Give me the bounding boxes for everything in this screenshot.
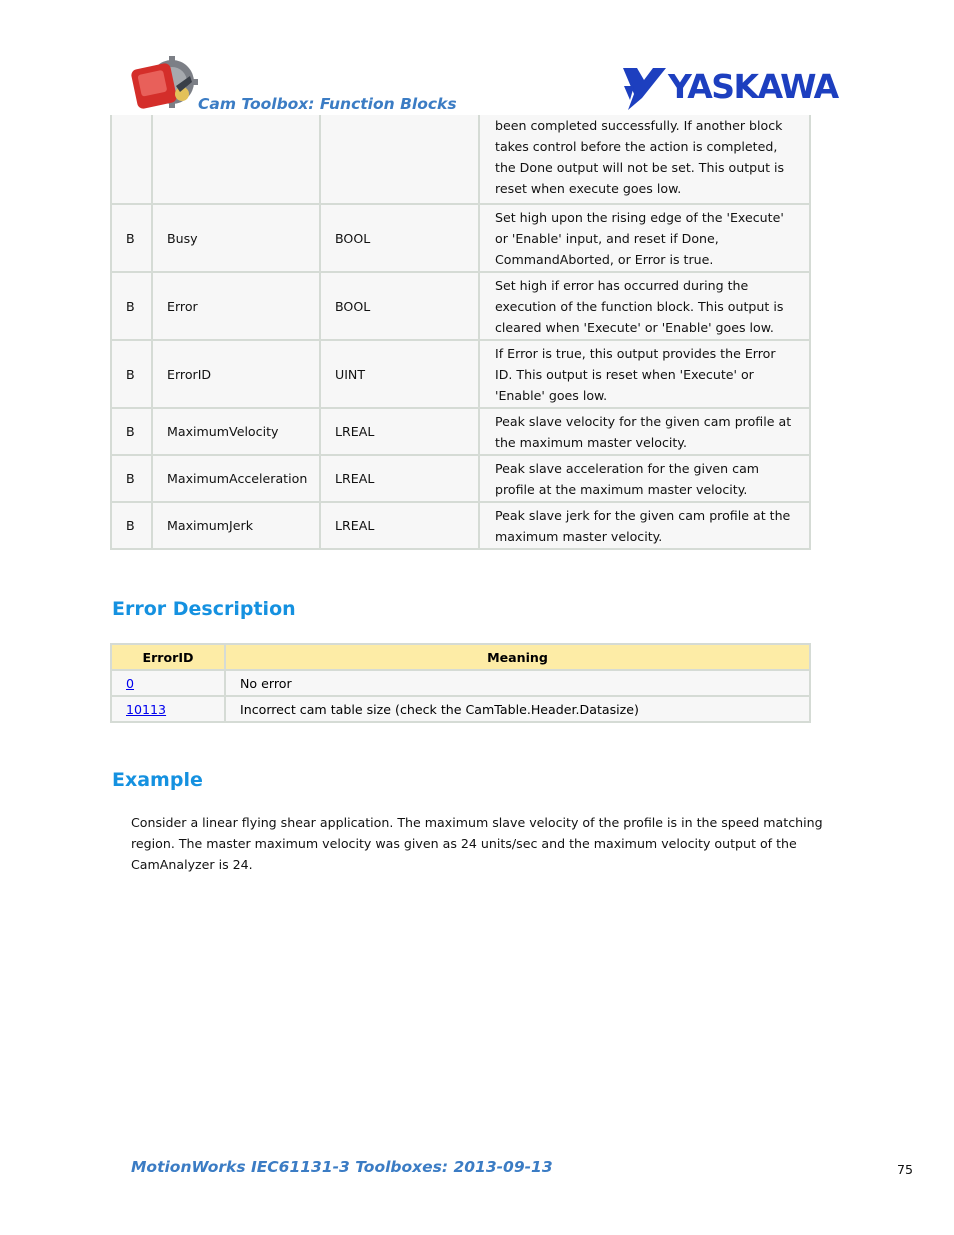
description-cell: Peak slave jerk for the given cam profile at the maximum master velocity. bbox=[478, 501, 809, 548]
name-cell: ErrorID bbox=[151, 339, 319, 407]
error-meaning-cell: Incorrect cam table size (check the CamTable.Header.Datasize) bbox=[224, 695, 809, 721]
name-cell: MaximumAcceleration bbox=[151, 454, 319, 501]
name-cell bbox=[151, 115, 319, 203]
error-code-link[interactable]: 10113 bbox=[126, 701, 167, 717]
page-number: 75 bbox=[897, 1162, 914, 1177]
table-row bbox=[112, 203, 809, 271]
error-code-link[interactable]: 0 bbox=[126, 675, 135, 691]
outputs-table bbox=[110, 115, 811, 550]
yaskawa-logo bbox=[620, 66, 846, 112]
name-cell: Busy bbox=[151, 203, 319, 271]
table-row bbox=[112, 115, 809, 203]
error-code-cell bbox=[112, 669, 224, 695]
type-cell bbox=[319, 115, 478, 203]
type-cell: UINT bbox=[319, 339, 478, 407]
name-cell: MaximumVelocity bbox=[151, 407, 319, 454]
yaskawa-logo-icon bbox=[620, 66, 846, 112]
description-cell: been completed successfully. If another block takes control before the action is completed, the Done output will not be set. This output is reset when execute goes low. bbox=[478, 115, 809, 203]
type-cell: LREAL bbox=[319, 407, 478, 454]
table-row bbox=[112, 454, 809, 501]
scope-cell: B bbox=[112, 271, 151, 339]
error-table-header-row bbox=[112, 643, 809, 669]
scope-cell: B bbox=[112, 339, 151, 407]
cam-toolbox-logo-icon bbox=[130, 56, 200, 110]
scope-cell: B bbox=[112, 407, 151, 454]
table-row bbox=[112, 407, 809, 454]
type-cell: LREAL bbox=[319, 501, 478, 548]
description-cell: If Error is true, this output provides the Error ID. This output is reset when 'Execute' or 'Enable' goes low. bbox=[478, 339, 809, 407]
table-row bbox=[112, 271, 809, 339]
table-row bbox=[112, 339, 809, 407]
description-cell: Peak slave acceleration for the given cam profile at the maximum master velocity. bbox=[478, 454, 809, 501]
scope-cell: B bbox=[112, 454, 151, 501]
table-row bbox=[112, 501, 809, 548]
column-header-meaning: Meaning bbox=[224, 643, 809, 669]
example-paragraph: Consider a linear flying shear application. The maximum slave velocity of the profile is in the speed matching region. The master maximum velocity was given as 24 units/sec and the maximum velocity output of the CamAnalyzer is 24. bbox=[131, 815, 823, 872]
error-meaning-cell: No error bbox=[224, 669, 809, 695]
error-code-cell bbox=[112, 695, 224, 721]
name-cell: Error bbox=[151, 271, 319, 339]
type-cell: BOOL bbox=[319, 203, 478, 271]
scope-cell: B bbox=[112, 501, 151, 548]
name-cell: MaximumJerk bbox=[151, 501, 319, 548]
table-row bbox=[112, 669, 809, 695]
description-cell: Peak slave velocity for the given cam profile at the maximum master velocity. bbox=[478, 407, 809, 454]
error-table bbox=[110, 643, 811, 723]
footer-title: MotionWorks IEC61131-3 Toolboxes: 2013-09-13 bbox=[131, 1158, 553, 1176]
type-cell: BOOL bbox=[319, 271, 478, 339]
error-description-heading: Error Description bbox=[112, 598, 296, 620]
type-cell: LREAL bbox=[319, 454, 478, 501]
table-row bbox=[112, 695, 809, 721]
header-title: Cam Toolbox: Function Blocks bbox=[198, 95, 457, 113]
scope-cell bbox=[112, 115, 151, 203]
column-header-errorid: ErrorID bbox=[112, 643, 224, 669]
scope-cell: B bbox=[112, 203, 151, 271]
description-cell: Set high upon the rising edge of the 'Execute' or 'Enable' input, and reset if Done, CommandAborted, or Error is true. bbox=[478, 203, 809, 271]
description-cell: Set high if error has occurred during the execution of the function block. This output is cleared when 'Execute' or 'Enable' goes low. bbox=[478, 271, 809, 339]
example-heading: Example bbox=[112, 769, 203, 791]
yaskawa-logo-text: YASKAWA bbox=[668, 67, 838, 106]
